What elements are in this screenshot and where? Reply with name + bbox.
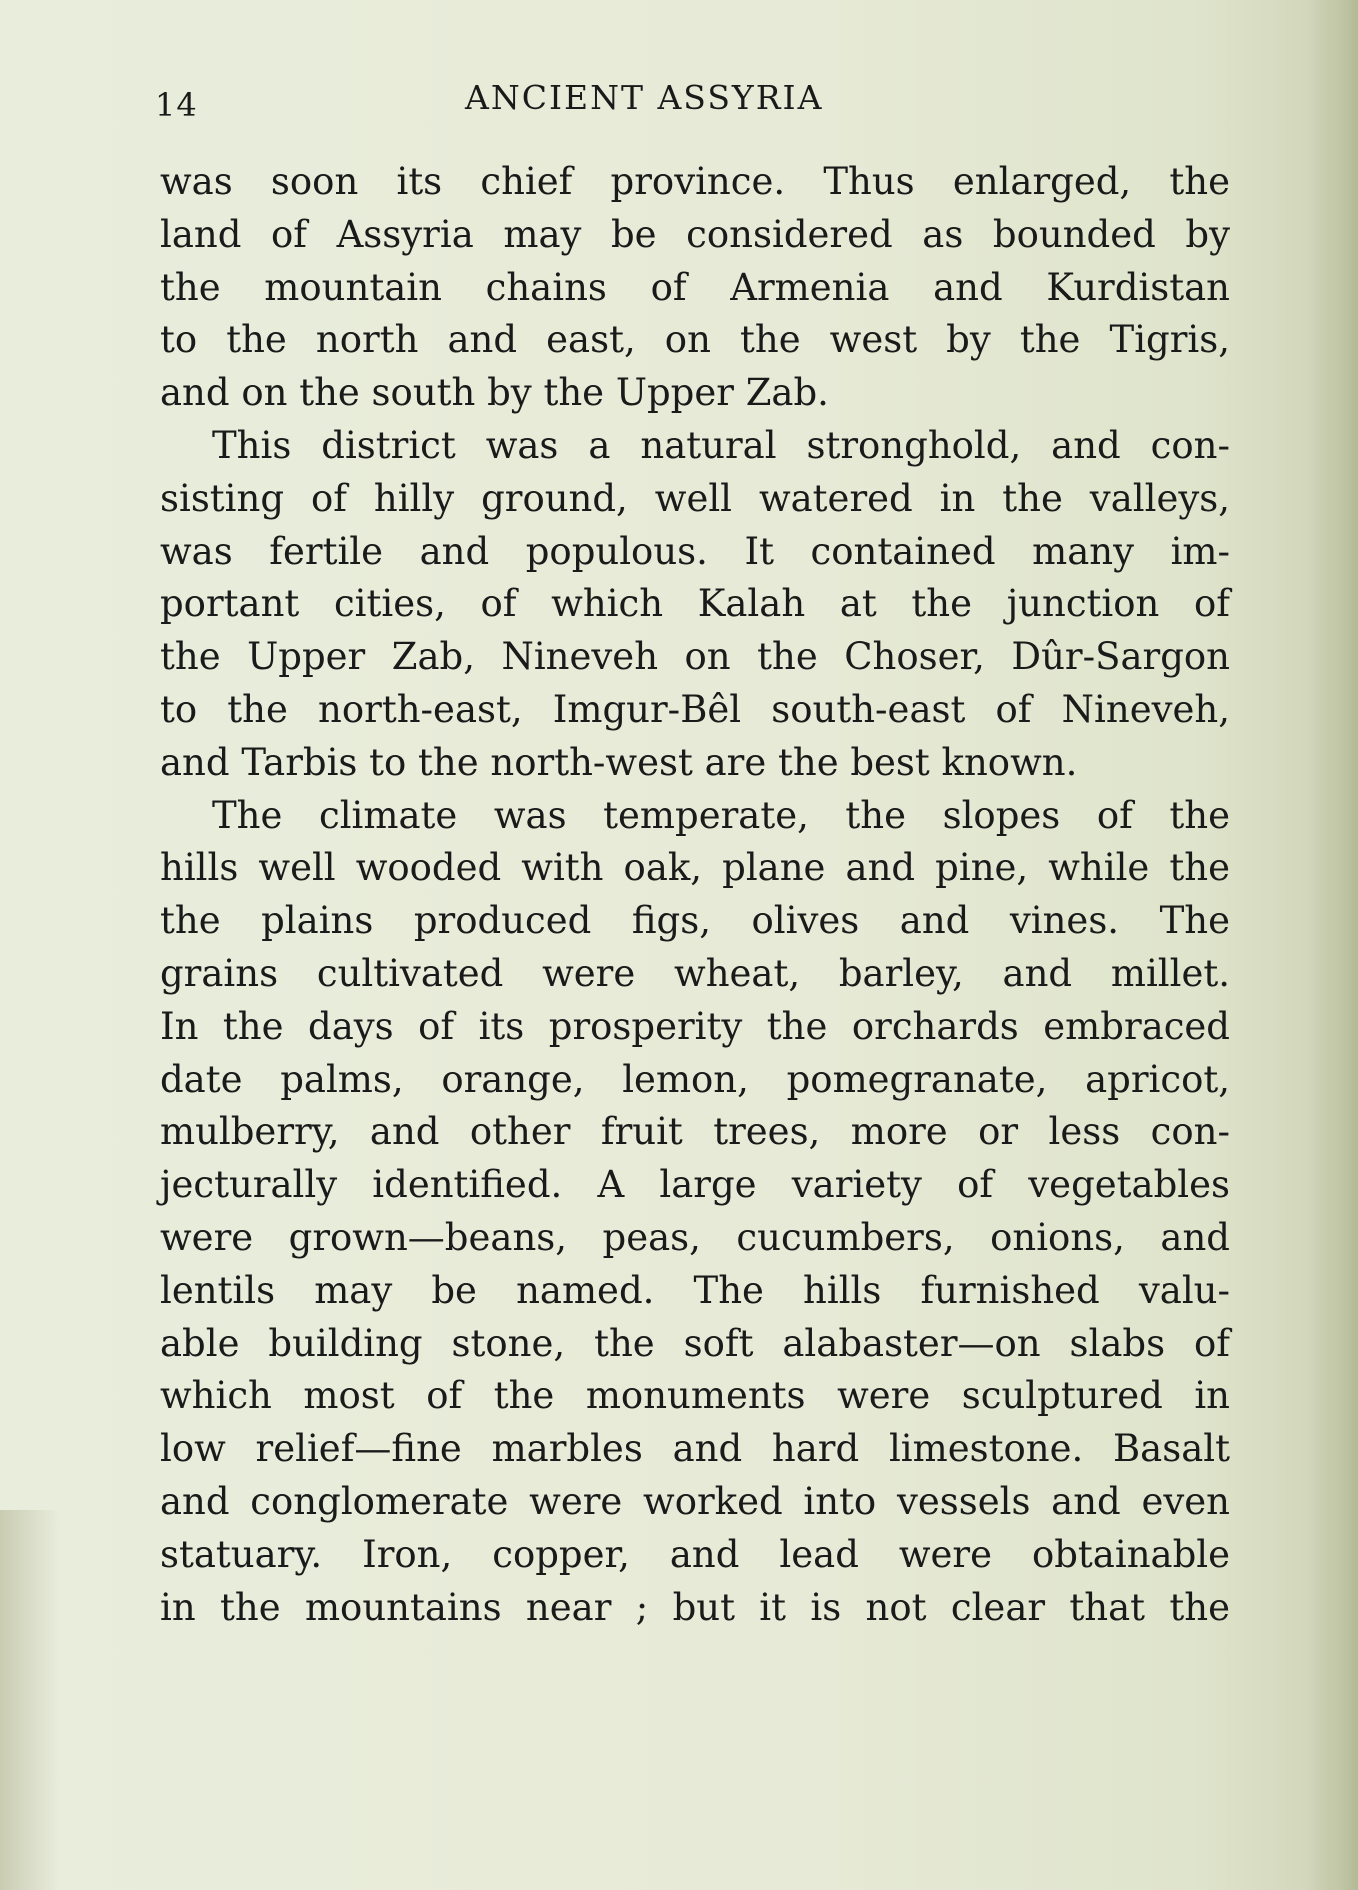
text-line: was fertile and populous. It contained many im-	[160, 529, 1230, 573]
text-line: mulberry, and other fruit trees, more or less con-	[160, 1110, 1230, 1154]
text-line: able building stone, the soft alabaster—on slabs of	[160, 1321, 1230, 1365]
text-line: This district was a natural stronghold, and con-	[212, 423, 1230, 467]
running-title: ANCIENT ASSYRIA	[465, 78, 824, 117]
text-line: land of Assyria may be considered as bounded by	[160, 212, 1230, 256]
text-line: were grown—beans, peas, cucumbers, onions, and	[160, 1215, 1230, 1259]
text-line: the mountain chains of Armenia and Kurdistan	[160, 265, 1230, 309]
page-edge-shadow	[1310, 0, 1358, 1890]
text-line: in the mountains near ; but it is not clear that the	[160, 1585, 1230, 1629]
text-line: and Tarbis to the north-west are the best known.	[160, 740, 1078, 784]
page-corner-shadow	[0, 1510, 60, 1890]
text-line: the Upper Zab, Nineveh on the Choser, Dûr-Sargon	[160, 635, 1230, 679]
text-line: to the north-east, Imgur-Bêl south-east of Nineveh,	[160, 687, 1230, 731]
text-line: to the north and east, on the west by the Tigris,	[160, 318, 1230, 362]
text-line: grains cultivated were wheat, barley, and millet.	[160, 951, 1230, 995]
text-line: was soon its chief province. Thus enlarged, the	[160, 160, 1230, 203]
text-line: jecturally identified. A large variety of vegetables	[160, 1163, 1230, 1207]
running-head	[155, 66, 1225, 126]
page-number: 14	[155, 86, 198, 124]
text-line: statuary. Iron, copper, and lead were obtainable	[160, 1532, 1230, 1576]
text-line: In the days of its prosperity the orchards embraced	[160, 1004, 1230, 1048]
body-text	[160, 156, 1230, 1634]
text-line: which most of the monuments were sculptured in	[160, 1374, 1230, 1418]
text-line: hills well wooded with oak, plane and pine, while the	[160, 846, 1230, 890]
text-line: sisting of hilly ground, well watered in the valleys,	[160, 476, 1230, 520]
text-line: portant cities, of which Kalah at the junction of	[160, 582, 1230, 626]
text-line: the plains produced figs, olives and vines. The	[160, 899, 1230, 943]
text-line: The climate was temperate, the slopes of the	[212, 793, 1230, 837]
text-line: low relief—fine marbles and hard limestone. Basalt	[160, 1427, 1230, 1471]
text-line: date palms, orange, lemon, pomegranate, apricot,	[160, 1057, 1230, 1101]
text-line: and conglomerate were worked into vessels and even	[160, 1479, 1230, 1523]
text-line: and on the south by the Upper Zab.	[160, 371, 829, 415]
text-line: lentils may be named. The hills furnished valu-	[160, 1268, 1230, 1312]
